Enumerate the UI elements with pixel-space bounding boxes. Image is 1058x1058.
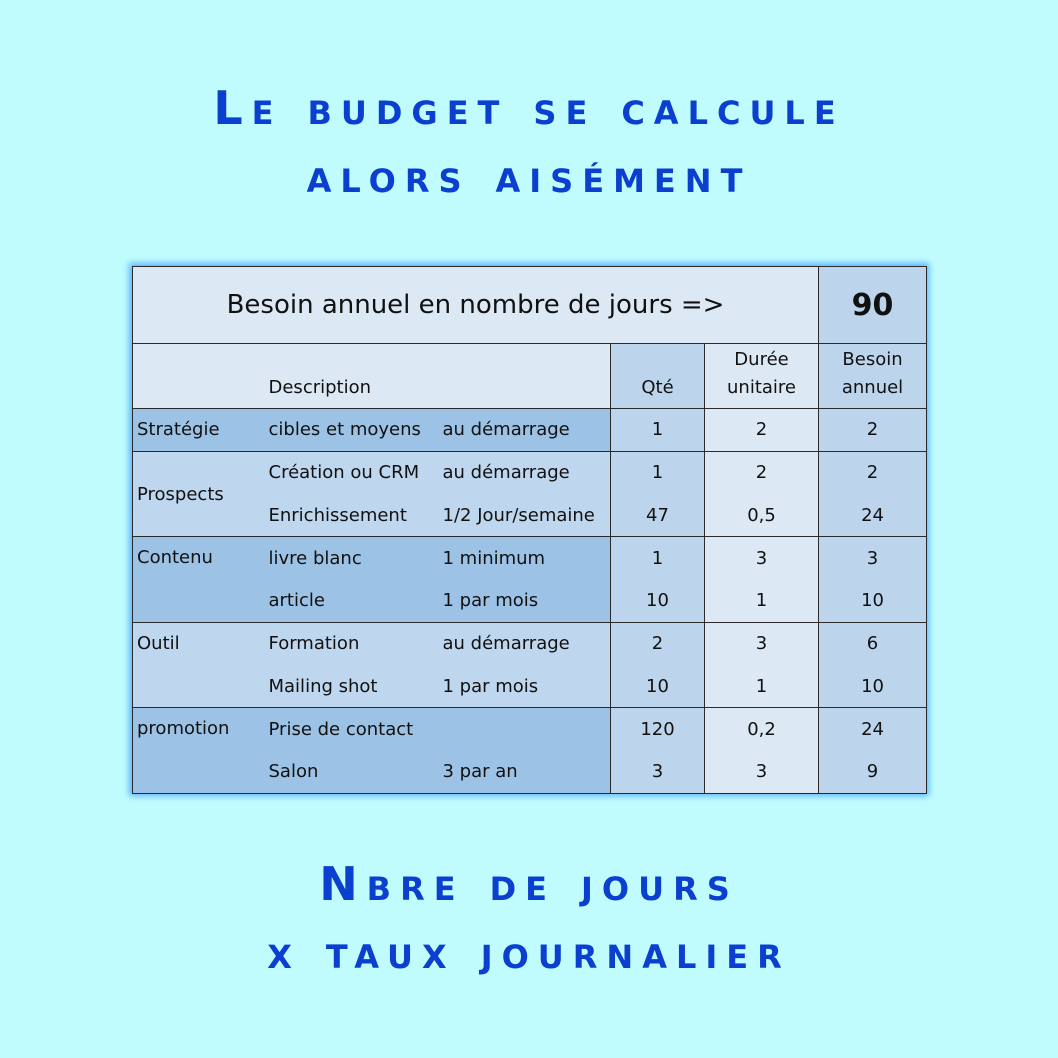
row-need: 3 [819,537,927,580]
row-need: 10 [819,580,927,623]
row-description: livre blanc [268,547,362,569]
budget-table [132,266,927,794]
category-label: Stratégie [137,419,220,441]
bottom-title [0,850,1058,986]
row-qty: 10 [611,665,705,708]
row-note: au démarrage [442,462,570,484]
category-label: Prospects [137,483,224,505]
row-qty: 2 [611,622,705,665]
row-qty: 1 [611,537,705,580]
description-cell [265,494,611,537]
row-qty: 47 [611,494,705,537]
table-row [133,451,927,494]
row-qty: 1 [611,451,705,494]
row-note: au démarrage [442,633,570,655]
row-duration: 1 [705,580,819,623]
table-row [133,537,927,580]
top-title-line-1: Le budget se calcule [213,81,845,135]
description-cell [265,451,611,494]
top-title [0,74,1058,210]
category-cell [133,409,265,452]
header-duration [705,344,819,409]
row-need: 6 [819,622,927,665]
category-cell [133,451,265,537]
row-duration: 3 [705,537,819,580]
row-qty: 120 [611,708,705,751]
description-cell [265,751,611,794]
budget-table-container [132,266,926,793]
row-need: 9 [819,751,927,794]
row-description: article [268,590,325,612]
header-description-label: Description [268,377,372,398]
row-description: Formation [268,633,360,655]
row-description: Prise de contact [268,718,414,740]
row-note: 1/2 Jour/semaine [442,504,595,526]
category-cell [133,708,265,794]
header-duration-line-2: unitaire [727,377,796,398]
total-days-value: 90 [819,267,927,344]
row-duration: 0,5 [705,494,819,537]
row-duration: 2 [705,409,819,452]
table-row [133,708,927,751]
row-qty: 1 [611,409,705,452]
row-need: 2 [819,451,927,494]
top-title-line-2: alors aisément [306,149,752,203]
row-qty: 10 [611,580,705,623]
category-label: promotion [137,718,230,740]
bottom-title-line-1: Nbre de jours [319,857,739,911]
table-title-row [133,267,927,344]
table-header-row [133,344,927,409]
description-cell [265,580,611,623]
category-label: Outil [137,632,180,654]
category-cell [133,537,265,623]
row-description: Mailing shot [268,675,378,697]
description-cell [265,708,611,751]
row-need: 24 [819,494,927,537]
category-label: Contenu [137,547,213,569]
header-duration-line-1: Durée [734,349,789,370]
row-note: 3 par an [442,761,518,783]
row-description: Enrichissement [268,504,407,526]
table-main-label: Besoin annuel en nombre de jours => [133,267,819,344]
header-empty-cell [133,344,265,409]
header-qty: Qté [611,344,705,409]
row-description: cibles et moyens [268,419,421,441]
row-duration: 3 [705,751,819,794]
row-duration: 2 [705,451,819,494]
header-need-line-2: annuel [841,377,904,398]
table-row [133,622,927,665]
description-cell [265,409,611,452]
row-note: 1 par mois [442,590,539,612]
description-cell [265,622,611,665]
bottom-title-line-2: x taux journalier [267,925,791,979]
category-cell [133,622,265,708]
row-duration: 3 [705,622,819,665]
row-duration: 0,2 [705,708,819,751]
row-need: 10 [819,665,927,708]
header-need [819,344,927,409]
row-note: 1 par mois [442,675,539,697]
table-row [133,409,927,452]
row-duration: 1 [705,665,819,708]
row-description: Salon [268,761,319,783]
description-cell [265,665,611,708]
row-need: 24 [819,708,927,751]
row-description: Création ou CRM [268,462,420,484]
row-note: 1 minimum [442,547,546,569]
header-need-line-1: Besoin [842,349,903,370]
description-cell [265,537,611,580]
row-need: 2 [819,409,927,452]
row-qty: 3 [611,751,705,794]
row-note: au démarrage [442,419,570,441]
header-description [265,344,611,409]
